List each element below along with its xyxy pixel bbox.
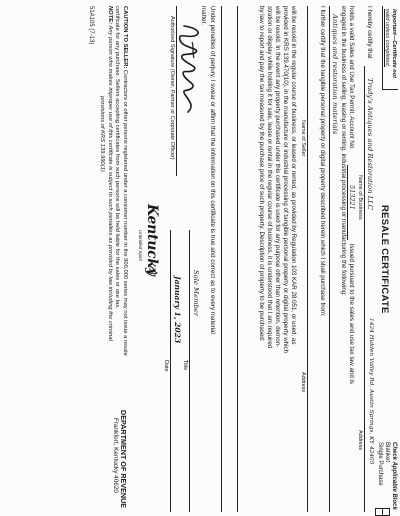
goods-handwritten: Antiques and restoration materials — [331, 14, 339, 135]
paragraph-line: by law to report and pay the tax measured by the purchase price of such property. Description of property to be purchased: — [257, 6, 265, 342]
signature-mark — [174, 22, 206, 122]
paragraph-line: provided in KRS 139.470(10), in the manufacture or industrial processing of tangible personal property or digital property which — [281, 6, 289, 354]
signature-caption: Authorized Signature (Owner, Partner or Corporate Officer) — [169, 16, 175, 160]
caution-text: Contractors or other persons registered under a consumer number in the 900,000 series may not issue a resale — [122, 70, 128, 356]
paragraph-line: will be resold. In the event any property purchased under this certificate is used for any purpose other than retention, demon- — [273, 6, 281, 348]
check-option-label: Blanket — [384, 442, 390, 463]
logo-wordmark: Kentucky — [144, 204, 160, 276]
perjury-statement-end: matter. — [200, 6, 207, 25]
caution-lead: CAUTION TO SELLER: — [122, 6, 128, 69]
check-option-label: Single Purchase — [377, 442, 383, 486]
checkbox-single-purchase[interactable] — [375, 508, 383, 516]
form-number: 51A105 (7-13) — [88, 6, 94, 45]
permit-suffix: issued pursuant to the sales and use tax law and is — [348, 244, 355, 384]
checkbox-blanket[interactable] — [382, 508, 390, 516]
purchase-statement: I further certify that the tangible personal property or digital property described herein which I shall purchase from: — [319, 6, 326, 317]
resale-paragraph — [257, 6, 297, 353]
seller-address-handwritten: 1424 Hidden Valley Rd, Austin Springs, KY 42405 — [368, 318, 374, 465]
horse-icon — [147, 264, 159, 276]
check-block — [377, 442, 397, 514]
check-option-single-purchase[interactable] — [377, 442, 383, 514]
date-handwritten: January 1, 2023 — [173, 276, 182, 344]
signature-scribble — [174, 22, 206, 122]
caution-text2: certificate for any purchase. Sellers accepting certificates from such persons will be held liable for the sales or use tax. — [114, 6, 121, 309]
check-option-blanket[interactable] — [384, 442, 390, 514]
note-lead: NOTE: — [106, 6, 113, 25]
check-block-heading: Check Applicable Block — [391, 442, 397, 510]
permit-prefix: holds a valid Sales and Use Tax Permit, Account No. — [348, 6, 355, 150]
paragraph-line: stration or display while holding it for sale, lease or rental in the regular course of business, it is understood that I am required — [265, 6, 273, 349]
notice-line1: Important—Certificate not — [391, 9, 397, 78]
department-name: DEPARTMENT OF REVENUE — [119, 410, 128, 509]
caution-block — [98, 6, 128, 356]
permit-line2: engaged in the business of selling, leasing or renting, industrial processing or manufacturing the following: — [340, 6, 347, 296]
seller-name-caption: Name of Seller — [300, 120, 306, 157]
note-text: Any person who makes improper use of this certificate is subject to such penalties as provided by law including the criminal — [106, 25, 113, 341]
permit-line — [348, 6, 355, 150]
important-notice — [382, 6, 398, 90]
certificate-title: RESALE CERTIFICATE — [379, 205, 390, 314]
paragraph-line: will be resold in the regular course of business, or leased or rented, as provided by Regulation 103 KAR 28:051, or used, as — [290, 6, 297, 345]
business-address-caption: Address — [357, 430, 363, 451]
logo-tagline: Unbridled Spirit — [138, 230, 143, 261]
title-handwritten: Sole Member — [192, 270, 200, 317]
kentucky-logo — [132, 200, 162, 280]
date-caption: Date — [163, 360, 169, 372]
permit-number-handwritten: 513221 — [348, 185, 356, 210]
notice-line2: valid unless completed. — [384, 9, 390, 68]
business-name-caption: Name of Business — [357, 175, 363, 220]
title-caption: Title — [182, 360, 188, 371]
note-text2: provisions of KRS 139.990(1). — [99, 96, 106, 174]
seller-name-handwritten: Trudy's Antiques and Restoration LLC — [366, 78, 374, 210]
seller-intro: I hereby certify that — [366, 6, 373, 59]
perjury-statement: Under penalties of perjury, I swear or affirm that the information on this certificate is true and correct as to every material — [209, 6, 216, 334]
department-address: Frankfort, Kentucky 40620 — [112, 418, 119, 493]
seller-address-caption: Address — [300, 372, 306, 393]
